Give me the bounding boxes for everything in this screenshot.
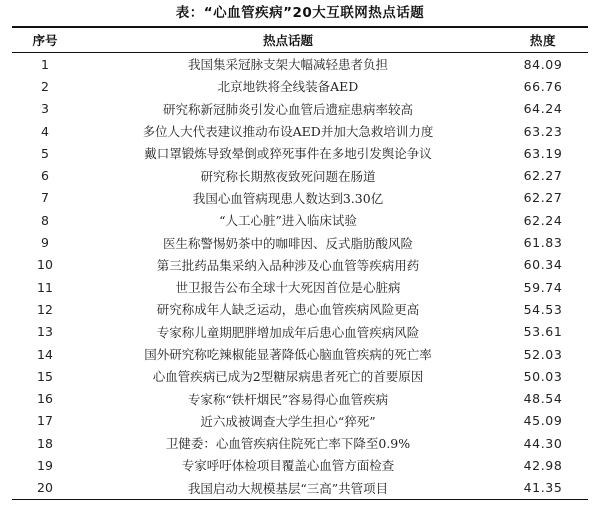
row-index: 12 <box>37 301 53 317</box>
row-topic: 研究称新冠肺炎引发心血管后遗症患病率较高 <box>162 101 413 117</box>
row-score: 50.03 <box>523 368 563 384</box>
table-caption: 表：“心血管疾病”20大互联网热点话题 <box>175 5 425 21</box>
row-index: 13 <box>37 324 53 340</box>
table-row <box>12 432 588 454</box>
row-index: 18 <box>37 435 53 451</box>
row-index: 16 <box>37 391 53 407</box>
row-index: 9 <box>41 235 49 251</box>
row-topic: 专家呼吁体检项目覆盖心血管方面检查 <box>181 458 395 474</box>
table-row <box>12 454 588 476</box>
row-index: 7 <box>41 190 49 206</box>
row-index: 4 <box>41 123 49 139</box>
hot-topics-table <box>12 26 588 500</box>
table-row <box>12 231 588 253</box>
row-score: 54.53 <box>523 301 563 317</box>
row-score: 45.09 <box>523 413 563 429</box>
row-score: 64.24 <box>523 101 563 117</box>
row-score: 66.76 <box>523 78 563 94</box>
table-row <box>12 410 588 432</box>
row-index: 6 <box>41 168 49 184</box>
header-row <box>12 27 588 53</box>
table-row <box>12 477 588 500</box>
table-row <box>12 164 588 186</box>
table-row <box>12 276 588 298</box>
table-row <box>12 75 588 97</box>
row-score: 41.35 <box>523 480 563 496</box>
row-score: 42.98 <box>523 457 563 473</box>
table-row <box>12 120 588 142</box>
row-topic: 国外研究称吃辣椒能显著降低心脑血管疾病的死亡率 <box>144 347 432 362</box>
row-score: 63.23 <box>523 123 563 139</box>
row-score: 84.09 <box>523 56 563 72</box>
row-index: 10 <box>37 257 53 273</box>
row-score: 53.61 <box>523 324 563 340</box>
row-topic: 专家称儿童期肥胖增加成年后患心血管疾病风险 <box>156 324 420 340</box>
table-row <box>12 98 588 120</box>
table-row <box>12 53 588 76</box>
table-row <box>12 298 588 320</box>
row-score: 63.19 <box>523 145 563 161</box>
row-topic: 卫健委：心血管疾病住院死亡率下降至0.9% <box>165 436 411 452</box>
row-topic: 世卫报告公布全球十大死因首位是心脏病 <box>175 280 401 296</box>
row-score: 59.74 <box>523 279 563 295</box>
table-row <box>12 365 588 387</box>
row-index: 1 <box>41 56 49 72</box>
row-index: 17 <box>37 413 53 429</box>
row-topic: 第三批药品集采纳入品种涉及心血管等疾病用药 <box>156 257 420 273</box>
row-index: 2 <box>41 78 49 94</box>
row-topic: “人工心脏”进入临床试验 <box>219 213 357 229</box>
row-score: 62.24 <box>523 212 563 228</box>
table-row <box>12 343 588 365</box>
row-index: 14 <box>37 346 53 362</box>
header-index: 序号 <box>32 33 58 48</box>
table-row <box>12 142 588 164</box>
row-index: 15 <box>37 368 53 384</box>
header-topic: 热点话题 <box>262 33 313 48</box>
row-score: 48.54 <box>523 391 563 407</box>
header-score: 热度 <box>529 33 557 48</box>
table-body <box>12 53 588 500</box>
table-row <box>12 209 588 231</box>
row-score: 61.83 <box>523 235 563 251</box>
row-score: 62.27 <box>523 190 563 206</box>
row-topic: 我国心血管病现患人数达到3.30亿 <box>192 190 384 206</box>
row-topic: 研究称成年人缺乏运动，患心血管疾病风险更高 <box>156 302 420 318</box>
row-topic: 医生称警惕奶茶中的咖啡因、反式脂肪酸风险 <box>162 235 413 251</box>
row-topic: 多位人大代表建议推动布设AED并加大急救培训力度 <box>142 124 434 140</box>
row-topic: 北京地铁将全线装备AED <box>217 79 359 95</box>
table-row <box>12 321 588 343</box>
row-topic: 我国启动大规模基层“三高”共管项目 <box>187 480 389 496</box>
row-topic: 专家称“铁杆烟民”容易得心血管疾病 <box>187 391 389 407</box>
row-index: 3 <box>41 101 49 117</box>
row-score: 52.03 <box>523 346 563 362</box>
table-header <box>12 27 588 53</box>
row-topic: 研究称长期熬夜致死问题在肠道 <box>200 168 376 184</box>
row-topic: 戴口罩锻炼导致晕倒或猝死事件在多地引发舆论争议 <box>144 146 432 162</box>
row-score: 60.34 <box>523 257 563 273</box>
row-index: 20 <box>37 480 53 496</box>
row-index: 5 <box>41 145 49 161</box>
row-topic: 我国集采冠脉支架大幅减轻患者负担 <box>187 57 388 73</box>
table-row <box>12 254 588 276</box>
row-index: 19 <box>37 457 53 473</box>
row-index: 8 <box>41 212 49 228</box>
table-row <box>12 387 588 409</box>
row-index: 11 <box>37 279 53 295</box>
row-score: 62.27 <box>523 168 563 184</box>
row-topic: 心血管疾病已成为2型糖尿病患者死亡的首要原因 <box>152 369 424 385</box>
row-topic: 近六成被调查大学生担心“猝死” <box>200 413 376 429</box>
table-row <box>12 187 588 209</box>
row-score: 44.30 <box>523 435 563 451</box>
